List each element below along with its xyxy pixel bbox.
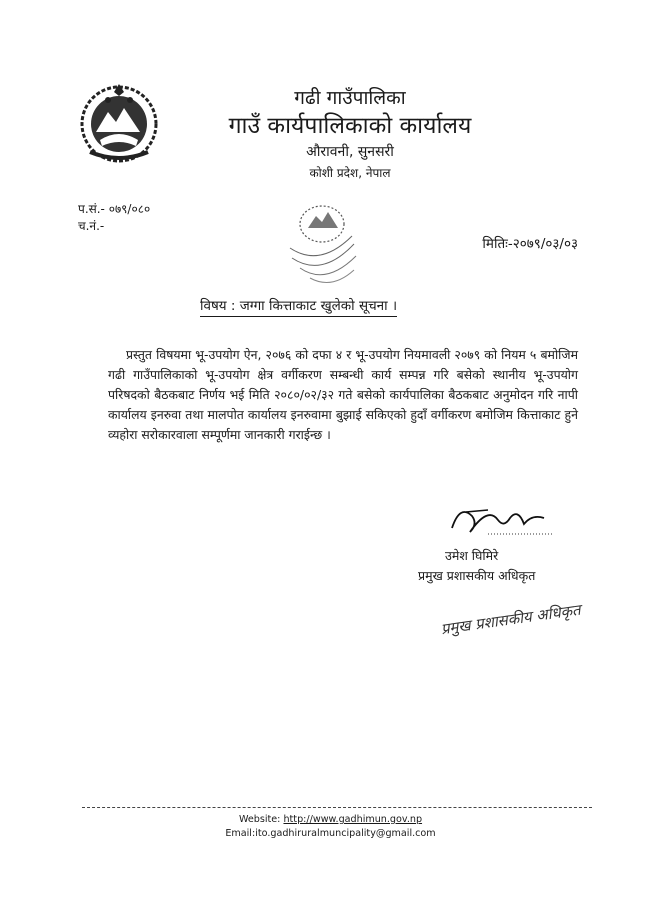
svg-text:प्रमुख प्रशासकीय अधिकृत: प्रमुख प्रशासकीय अधिकृत xyxy=(439,600,582,639)
designation-stamp-icon xyxy=(438,590,618,642)
website-link[interactable]: http://www.gadhimun.gov.np xyxy=(283,814,423,825)
footer-email[interactable]: Email:ito.gadhiruralmuncipality@gmail.com xyxy=(225,828,436,839)
org-name: गढी गाउँपालिका xyxy=(294,87,406,109)
footer-website xyxy=(0,814,661,825)
office-province: कोशी प्रदेश, नेपाल xyxy=(309,166,391,180)
nepal-emblem-icon xyxy=(78,82,160,164)
letter-subject: विषय : जग्गा कित्ताकाट खुलेको सूचना । xyxy=(200,296,397,317)
letter-body: प्रस्तुत विषयमा भू-उपयोग ऐन, २०७६ को दफा ४ र भू-उपयोग नियमावली २०७९ को नियम ५ बमोजिम गढी गाउँपालिकाको भू-उपयोग क्षेत्र वर्गीकरण सम्बन्धी कार्य सम्पन्न गरि बसेको स्थानीय भू-उपयोग परिषदको बैठकबाट निर्णय भई मिति २०८०/०२/३२ गते बसेको कार्यपालिका बैठकबाट अनुमोदन गरि नापी कार्यालय इनरुवा तथा मालपोत कार्यालय इनरुवामा बुझाई सकिएको हुदाँ वर्गीकरण बमोजिम कित्ताकाट हुने व्यहोरा सरोकारवाला सम्पूर्णमा जानकारी गराईन्छ । xyxy=(108,347,578,442)
dispatch-number: च.नं.- xyxy=(78,219,105,233)
handwritten-signature-icon xyxy=(448,498,558,542)
signer-name: उमेश घिमिरे xyxy=(445,548,499,563)
office-title: गाउँ कार्यपालिकाको कार्यालय xyxy=(228,113,472,139)
signer-title: प्रमुख प्रशासकीय अधिकृत xyxy=(418,568,536,583)
office-address: औरावनी, सुनसरी xyxy=(306,144,394,160)
office-seal-icon xyxy=(280,198,360,290)
letter-date: मितिः-२०७९/०३/०३ xyxy=(482,236,578,252)
reference-number: प.सं.- ०७९/०८० xyxy=(78,202,151,216)
website-label: Website: xyxy=(238,814,284,825)
footer-divider xyxy=(82,807,592,808)
